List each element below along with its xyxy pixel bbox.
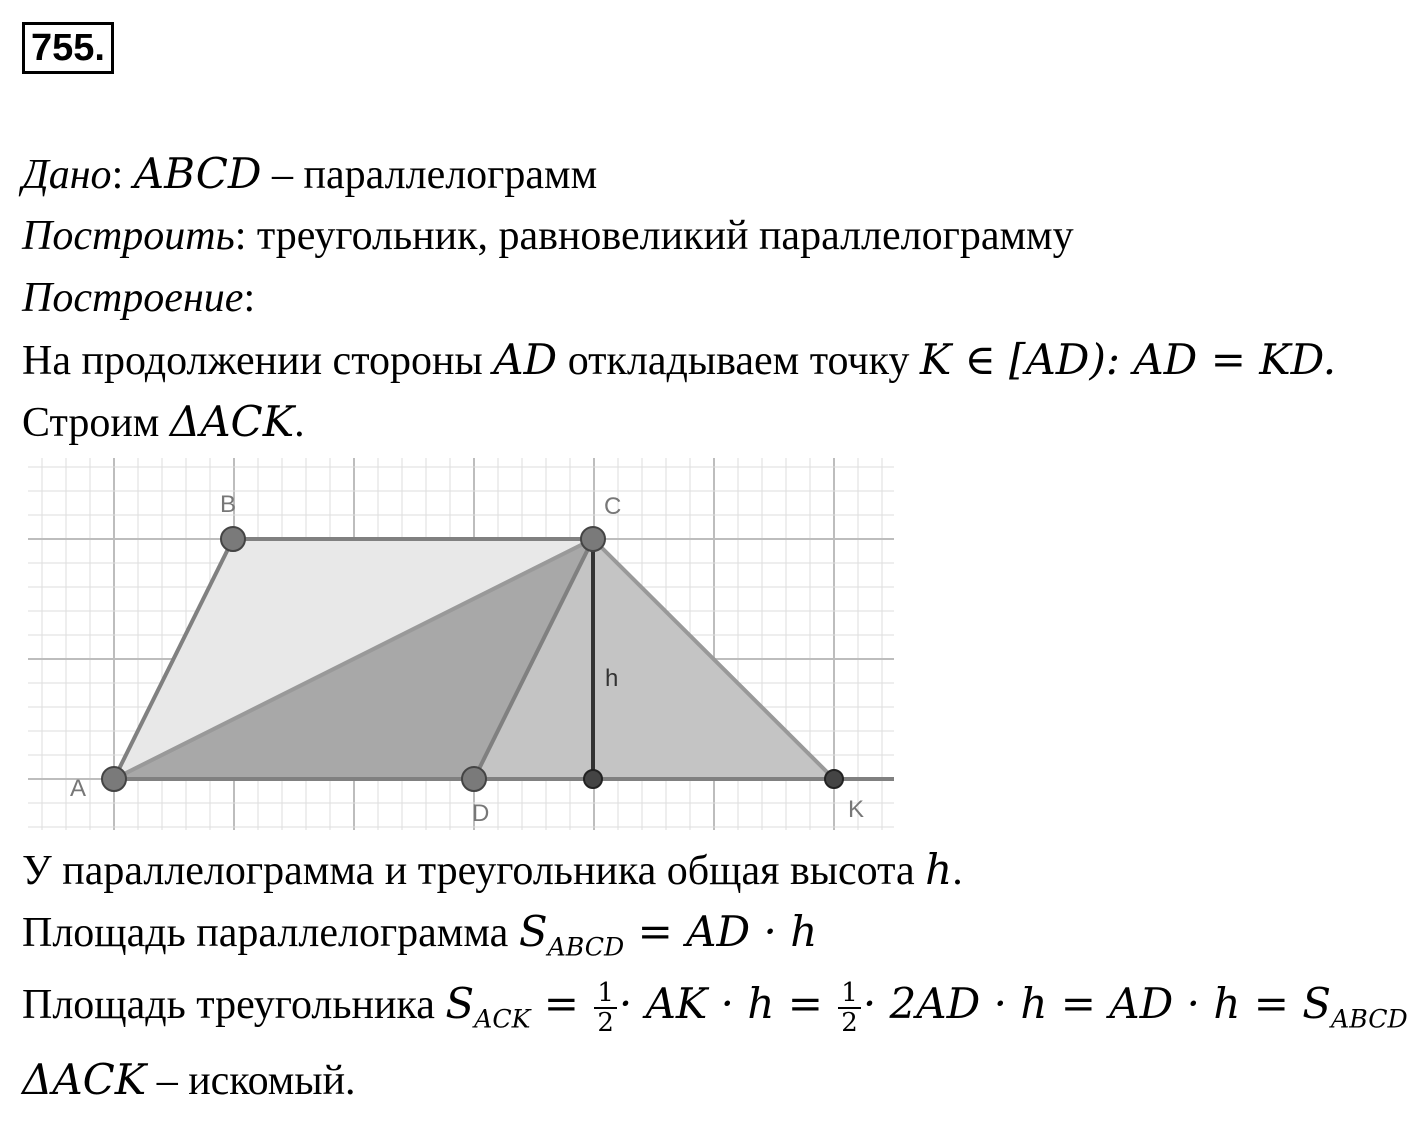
conclusion3-sub: ACK — [474, 1004, 531, 1034]
label-h: h — [605, 665, 619, 692]
conclusion3-term2: · 2AD · h = AD · h = — [862, 979, 1303, 1028]
point-d — [462, 767, 486, 791]
label-c: C — [604, 493, 622, 520]
construction-label: Построение — [22, 275, 244, 321]
point-c — [581, 527, 605, 551]
conclusion2-rhs: = AD · h — [624, 907, 818, 956]
construct-label: Построить — [22, 213, 235, 259]
conclusion4-text: – искомый. — [146, 1058, 356, 1104]
label-b: B — [220, 491, 237, 518]
step1-text2: откладываем точку — [557, 338, 920, 384]
conclusion3-s2: S — [1302, 979, 1332, 1028]
step2-text: Строим — [22, 400, 170, 446]
conclusion2-line — [22, 906, 817, 973]
construct-text: : треугольник, равновеликий параллелограмму — [234, 213, 1074, 259]
point-a — [102, 767, 126, 791]
label-d: D — [472, 800, 490, 827]
step2-end: . — [294, 400, 305, 446]
step1-side: AD — [493, 335, 558, 384]
fraction-half-2 — [838, 979, 861, 1037]
point-k — [825, 770, 843, 788]
given-text: – параллелограмм — [261, 152, 598, 198]
fraction-den: 2 — [841, 1008, 858, 1039]
step1-condition: K ∈ [AD): AD = KD. — [919, 335, 1337, 384]
conclusion4-triangle: ΔACK — [22, 1055, 147, 1104]
conclusion1-line — [22, 844, 963, 897]
fraction-num: 1 — [838, 979, 861, 1009]
conclusion2-sub: ABCD — [547, 932, 625, 962]
point-b — [221, 527, 245, 551]
conclusion3-text: Площадь треугольника — [22, 982, 446, 1028]
label-a: A — [70, 775, 87, 802]
fraction-num: 1 — [594, 979, 617, 1009]
conclusion3-term1: · AK · h = — [618, 979, 837, 1028]
construction-line: Построение: — [22, 275, 256, 321]
problem-number: 755. — [22, 22, 114, 74]
given-figure: ABCD — [133, 149, 262, 198]
conclusion1-end: . — [952, 848, 963, 894]
conclusion4-line — [22, 1054, 356, 1107]
conclusion2-text: Площадь параллелограмма — [22, 910, 519, 956]
conclusion1-h: h — [925, 845, 953, 894]
conclusion3-sub2: ABCD — [1331, 1004, 1408, 1034]
fraction-half-1 — [594, 979, 617, 1037]
label-k: K — [848, 796, 865, 823]
fraction-den: 2 — [597, 1008, 614, 1039]
step1-text: На продолжении стороны — [22, 338, 494, 384]
given-label: Дано — [22, 152, 112, 198]
conclusion1-text: У параллелограмма и треугольника общая высота — [22, 848, 926, 894]
conclusion2-s: S — [518, 907, 548, 956]
conclusion3-s: S — [445, 979, 475, 1028]
conclusion3-eq: = — [530, 979, 593, 1028]
given-line: Дано: ABCD – параллелограмм — [22, 149, 598, 198]
point-height-foot — [584, 770, 602, 788]
conclusion3-line — [22, 978, 1408, 1045]
step2-triangle: ΔACK — [169, 397, 295, 446]
